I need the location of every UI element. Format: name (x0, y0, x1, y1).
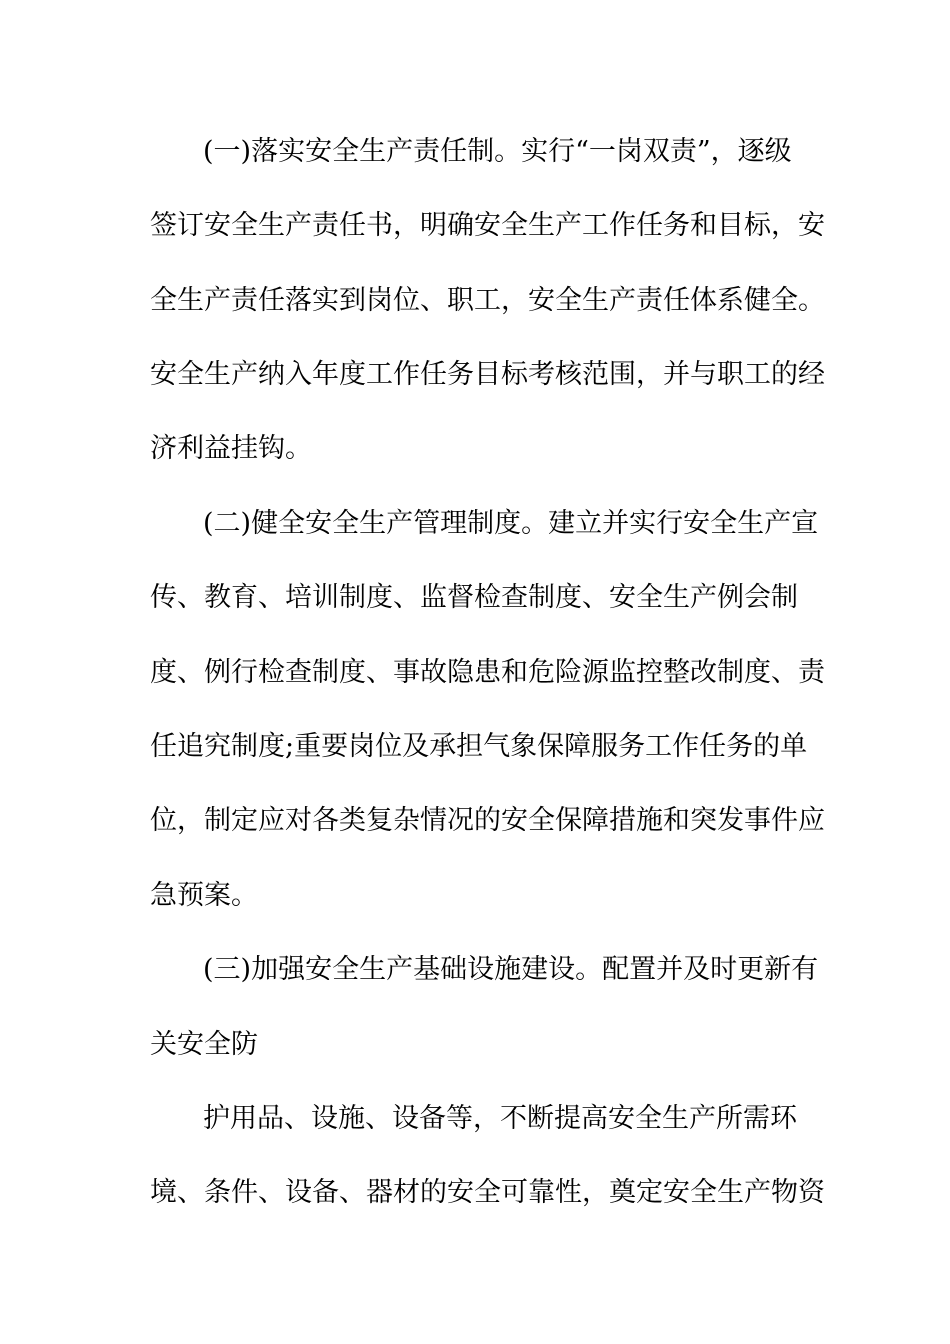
paragraph-2-line-2: 传、教育、培训制度、监督检查制度、安全生产例会制 (150, 582, 798, 613)
paragraph-1-line-3: 全生产责任落实到岗位、职工，安全生产责任体系健全。 (150, 285, 825, 316)
paragraph-1-line-5: 济利益挂钩。 (150, 433, 312, 464)
paragraph-2-line-1: (二)健全安全生产管理制度。建立并实行安全生产宣 (203, 508, 819, 539)
paragraph-1-line-1: (一)落实安全生产责任制。实行“一岗双责”，逐级 (203, 136, 792, 167)
paragraph-3-line-2: 关安全防 (150, 1029, 258, 1060)
paragraph-2-line-4: 任追究制度;重要岗位及承担气象保障服务工作任务的单 (150, 731, 808, 762)
paragraph-2-line-3: 度、例行检查制度、事故隐患和危险源监控整改制度、责 (150, 657, 825, 688)
paragraph-1-line-2: 签订安全生产责任书，明确安全生产工作任务和目标，安 (150, 210, 825, 241)
paragraph-2-line-5: 位，制定应对各类复杂情况的安全保障措施和突发事件应 (150, 805, 825, 836)
paragraph-4-line-2: 境、条件、设备、器材的安全可靠性，奠定安全生产物资 (150, 1177, 825, 1208)
paragraph-1-line-4: 安全生产纳入年度工作任务目标考核范围，并与职工的经 (150, 359, 825, 390)
paragraph-2-line-6: 急预案。 (150, 880, 258, 911)
paragraph-4-line-1: 护用品、设施、设备等，不断提高安全生产所需环 (203, 1103, 797, 1134)
paragraph-3-line-1: (三)加强安全生产基础设施建设。配置并及时更新有 (203, 954, 819, 985)
